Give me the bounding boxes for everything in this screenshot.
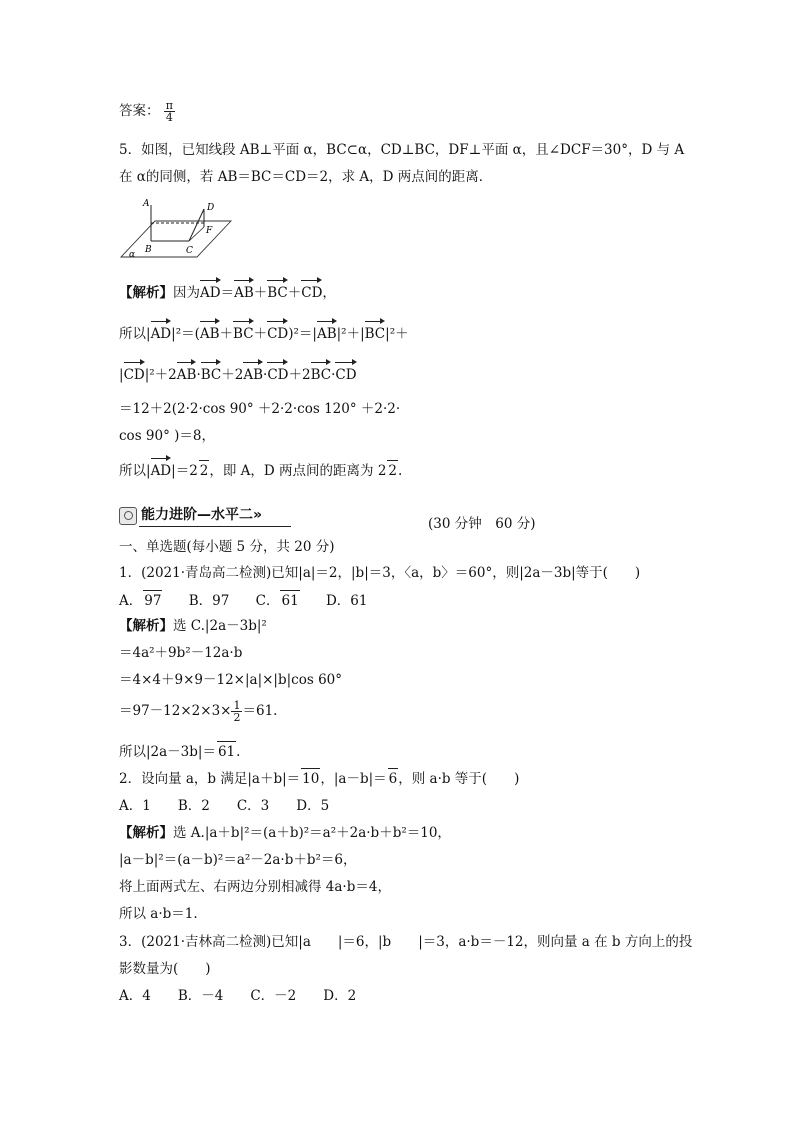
q1-options: A． 97 B．97 C． 61 D．61 <box>119 590 367 611</box>
label-c: C <box>186 246 193 256</box>
fraction-half: $\frac{1}{2}$ <box>233 699 241 724</box>
analysis-tag: 【解析】 <box>119 285 173 301</box>
sqrt-2: 2 <box>199 460 210 481</box>
geometry-figure <box>119 195 234 263</box>
q5-line1: 5．如图，已知线段 AB⊥平面 α，BC⊂α，CD⊥BC，DF⊥平面 α，且∠DCF＝30°，D 与 A <box>119 142 685 158</box>
answer-numerator: π <box>165 99 174 112</box>
q1-sol-line2: ＝4a²＋9b²－12a·b <box>119 645 243 661</box>
q1-sol-line5: 所以|2a－3b|＝ 61. <box>119 741 240 762</box>
time-note: (30 分钟 60 分) <box>428 516 536 532</box>
sqrt-10: 10 <box>301 768 320 789</box>
answer-line <box>119 100 175 123</box>
sol5-line2: 所以|AD|²＝(AB＋BC＋CD)²＝|AB|²＋|BC|²＋ <box>119 326 409 342</box>
bulb-icon <box>119 507 137 525</box>
sol5-line4: ＝12＋2(2·2·cos 90° ＋2·2·cos 120° ＋2·2· <box>119 401 401 417</box>
q2-sol-line1: 【解析】选 A.|a＋b|²＝(a＋b)²＝a²＋2a·b＋b²＝10， <box>119 825 451 841</box>
q1-sol-line1: 【解析】选 C.|2a－3b|² <box>119 618 267 634</box>
sqrt-61: 61 <box>280 590 299 611</box>
q1-sol-line3: ＝4×4＋9×9－12×|a|×|b|cos 60° <box>119 672 343 688</box>
sol5-line3: |CD|²＋2AB·BC＋2AB·CD＋2BC·CD <box>119 367 357 383</box>
label-d: D <box>207 203 215 213</box>
q3-stem-line2: 影数量为( ) <box>119 961 211 977</box>
answer-denominator: 4 <box>165 111 173 124</box>
q2-sol-line4: 所以 a·b＝1. <box>119 906 198 922</box>
plane-alpha <box>121 221 231 257</box>
sqrt-97: 97 <box>143 590 162 611</box>
section-header <box>119 505 291 527</box>
label-b: B <box>145 245 152 255</box>
sol5-line6: 所以|AD|＝2 2，即 A，D 两点间的距离为 2 2. <box>119 460 402 481</box>
label-alpha: α <box>129 250 136 260</box>
q1-stem: 1．(2021·青岛高二检测)已知|a|＝2，|b|＝3，〈a，b〉＝60°，则|2a－3b|等于( ) <box>119 565 641 581</box>
q2-sol-line2: |a－b|²＝(a－b)²＝a²－2a·b＋b²＝6， <box>119 852 357 868</box>
part-heading: 一、单选题(每小题 5 分，共 20 分) <box>119 539 335 555</box>
q2-sol-line3: 将上面两式左、右两边分别相减得 4a·b＝4， <box>119 879 391 895</box>
answer-label: 答案： <box>119 103 160 119</box>
q3-options: A．4 B．－4 C．－2 D．2 <box>119 988 357 1004</box>
vector-cd: CD <box>301 285 323 301</box>
answer-fraction <box>164 100 175 123</box>
label-f: F <box>206 226 213 236</box>
label-a: A <box>143 199 150 209</box>
q1-sol-line4: ＝97－12×2×3× $\frac{1}{2}$ ＝61. <box>119 699 278 724</box>
q3-stem-line1: 3．(2021·吉林高二检测)已知|a |＝6，|b |＝3，a·b＝－12，则向量 a 在 b 方向上的投 <box>119 934 693 950</box>
sol5-line5: cos 90° )＝8， <box>119 428 215 444</box>
section-title: 能力进阶—水平二» <box>141 507 263 523</box>
segment-cf <box>189 227 204 241</box>
sol5-line1: 【解析】因为AD＝AB＋BC＋CD， <box>119 285 336 301</box>
vector-ab: AB <box>234 285 254 301</box>
q2-stem: 2．设向量 a，b 满足|a＋b|＝ 10，|a－b|＝ 6，则 a·b 等于( ) <box>119 768 519 789</box>
vector-bc: BC <box>267 285 288 301</box>
vector-ad: AD <box>200 285 221 301</box>
sqrt-6: 6 <box>388 768 399 789</box>
q5-line2: 在 α的同侧，若 AB＝BC＝CD＝2，求 A，D 两点间的距离． <box>119 169 493 185</box>
q2-options: A．1 B．2 C．3 D．5 <box>119 798 330 814</box>
section-underline <box>139 526 291 527</box>
segment-cd <box>189 209 204 241</box>
sqrt-2-result: 2 <box>387 460 398 481</box>
